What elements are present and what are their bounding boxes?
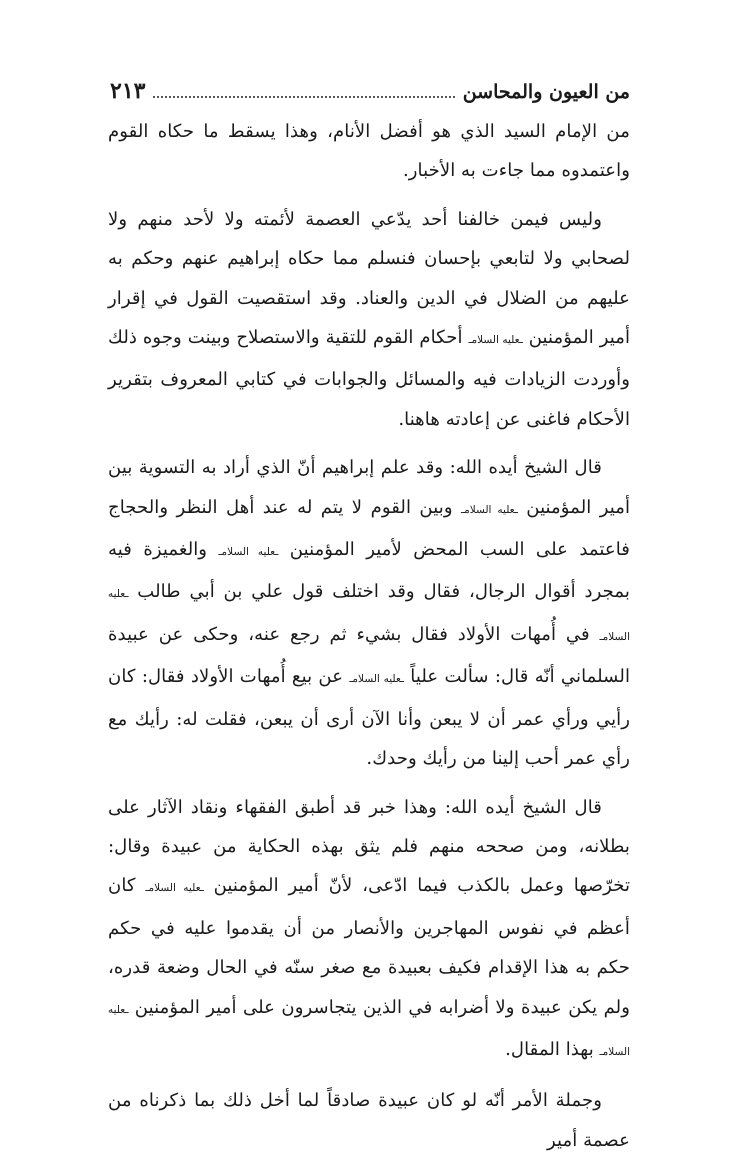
paragraph-text: عن بيع أُمهات الأولاد فقال: كان رأيي ورأي عمر أن لا يبعن وأنا الآن أرى أن يبعن، فقلت له: رأيك مع رأي عمر أحب إلينا من رأيك وحدك. [108, 666, 630, 770]
paragraph-text: قال الشيخ أيده الله: وقد علم إبراهيم أنّ الذي أراد به التسوية بين أمير المؤمنين [108, 457, 631, 518]
paragraph-3 [108, 448, 630, 778]
honorific-phrase: ـعليه السلامـ [461, 503, 518, 516]
honorific-phrase: ـعليه السلامـ [349, 673, 405, 686]
paragraph-text: قال الشيخ أيده الله: وهذا خبر قد أطبق الفقهاء ونقاد الآثار على بطلانه، ومن صححه منهم فلم يثق بهذه الحكاية من عبيدة وقال: تخرّصها وعمل بالكذب فيما ادّعى، لأنّ أمير المؤمنين [108, 796, 631, 897]
paragraph-text: كان أعظم في نفوس المهاجرين والأنصار من أن يقدموا عليه في حكم حكم به هذا الإقدام فكيف بعبيدة مع صغر سنّه في الحال وضعة قدره، ولم يكن عبيدة ولا أضرابه في الذين يتجاسرون على أمير المؤمنين [108, 875, 630, 1018]
paragraph-text: في أُمهات الأولاد فقال بشيء ثم رجع عنه، وحكى عن عبيدة السلماني أنّه قال: سألت علياً [108, 623, 630, 688]
honorific-phrase: ـعليه السلامـ [108, 1003, 630, 1058]
paragraph-text: وليس فيمن خالفنا أحد يدّعي العصمة لأئمته ولا لأحد منهم ولا لصحابي ولا لتابعي بإحسان فنسلم مما حكاه إبراهيم عنهم وحكم به عليهم من الضلال في الدين والعناد. وقد استقصيت القول في إقرار أمير المؤمنين [108, 208, 631, 349]
honorific-phrase: ـعليه السلامـ [218, 546, 279, 559]
paragraph-text: أحكام القوم للتقية والاستصلاح وبينت وجوه ذلك وأوردت الزيادات فيه والمسائل والجوابات في كتابي المعروف بتقرير الأحكام فاغنى عن إعادته هاهنا. [108, 327, 630, 430]
running-header [110, 70, 630, 102]
honorific-phrase: ـعليه السلامـ [108, 588, 630, 643]
running-title: من العيون والمحاسن [462, 81, 630, 103]
paragraph-text: وجملة الأمر أنّه لو كان عبيدة صادقاً لما أخل ذلك بما ذكرناه من عصمة أمير [108, 1090, 630, 1151]
body-text [108, 112, 630, 1169]
honorific-phrase: ـعليه السلامـ [145, 882, 204, 895]
paragraph-text: وبين القوم لا يتم له عند أهل النظر والحجاج فاعتمد على السب المحض لأمير المؤمنين [108, 496, 631, 561]
paragraph-4 [108, 788, 630, 1073]
honorific-phrase: ـعليه السلامـ [468, 334, 523, 347]
paragraph-text: والغميزة فيه بمجرد أقوال الرجال، فقال وقد اختلف قول علي بن أبي طالب [108, 539, 630, 603]
paragraph-2 [108, 200, 630, 439]
paragraph-text: بهذا المقال. [505, 1038, 600, 1060]
page-number: ٢١٣ [110, 78, 146, 104]
paragraph-5 [108, 1081, 630, 1160]
paragraph-1 [108, 112, 630, 191]
paragraph-text: من الإمام السيد الذي هو أفضل الأنام، وهذا يسقط ما حكاه القوم واعتمدوه مما جاءت به الأخبار. [108, 121, 630, 182]
dotted-leader [153, 95, 454, 98]
